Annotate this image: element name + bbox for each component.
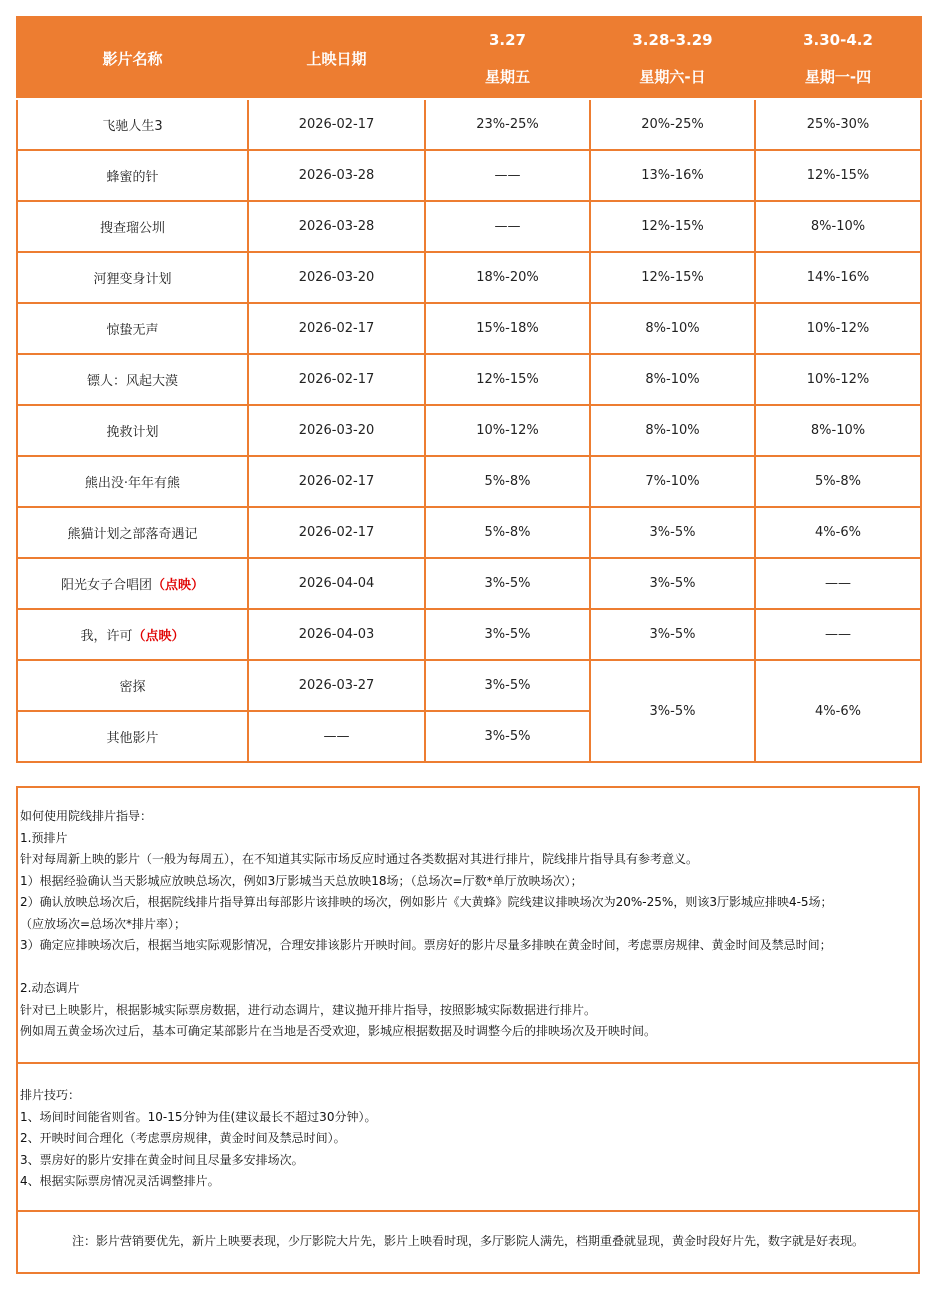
release-date: 2026-03-28 [248, 150, 425, 201]
guide-line [18, 957, 918, 979]
preview-tag: （点映） [152, 578, 205, 593]
tips-title: 排片技巧： [20, 1088, 81, 1102]
film-name: 我，许可 [80, 629, 133, 644]
rate-col1: 3%-5% [425, 660, 590, 711]
rate-col2-merged: 3%-5% [590, 660, 755, 762]
rate-col1: 23%-25% [425, 99, 590, 150]
rate-col2: 20%-25% [590, 99, 755, 150]
rate-col2: 3%-5% [590, 507, 755, 558]
rate-col2: 13%-16% [590, 150, 755, 201]
header-col1-day: 星期五 [484, 67, 530, 86]
footnote-text: 注：影片营销要优先，新片上映要表现，少厅影院大片先，影片上映看时现，多厅影院人满先，档期重叠就显现，黄金时段好片先，数字就是好表现。 [71, 1234, 864, 1249]
guide-line: 3）确定应排映场次后，根据当地实际观影情况，合理安排该影片开映时间。票房好的影片尽量多排映在黄金时间，考虑票房规律、黄金时间及禁忌时间； [20, 938, 832, 952]
rate-col1: 5%-8% [425, 507, 590, 558]
rate-col2: 8%-10% [590, 303, 755, 354]
release-date: 2026-02-17 [248, 507, 425, 558]
header-col2-date: 3.28-3.29 [632, 30, 713, 49]
table-row [17, 660, 921, 711]
rate-col1: 12%-15% [425, 354, 590, 405]
film-name: 密探 [17, 660, 248, 711]
release-date: 2026-03-28 [248, 201, 425, 252]
film-name: 搜查瑠公圳 [17, 201, 248, 252]
tips-line: 2、开映时间合理化（考虑票房规律，黄金时间及禁忌时间）。 [20, 1131, 346, 1145]
film-name: 熊猫计划之部落奇遇记 [17, 507, 248, 558]
tips-line: 4、根据实际票房情况灵活调整排片。 [20, 1174, 220, 1188]
rate-col3: 14%-16% [755, 252, 921, 303]
header-col3 [755, 17, 921, 99]
rate-col2: 8%-10% [590, 405, 755, 456]
rate-col3: —— [755, 609, 921, 660]
guide-line: 2.动态调片 [20, 981, 80, 995]
release-date: 2026-02-17 [248, 303, 425, 354]
rate-col2: 12%-15% [590, 201, 755, 252]
release-date: 2026-04-03 [248, 609, 425, 660]
rate-col3: 25%-30% [755, 99, 921, 150]
preview-tag: （点映） [132, 629, 185, 644]
release-date: —— [248, 711, 425, 762]
header-col2-day: 星期六-日 [639, 67, 706, 86]
header-col1-date: 3.27 [488, 30, 526, 49]
header-col3-day: 星期一-四 [804, 67, 872, 86]
rate-col1: 5%-8% [425, 456, 590, 507]
guide-line: 1）根据经验确认当天影城应放映总场次，例如3厅影城当天总放映18场；（总场次=厅数*单厅放映场次）； [20, 873, 583, 888]
release-date: 2026-02-17 [248, 354, 425, 405]
table-row [17, 150, 921, 201]
rate-col2: 3%-5% [590, 609, 755, 660]
film-name: 惊蛰无声 [17, 303, 248, 354]
rate-col2: 7%-10% [590, 456, 755, 507]
table-row [17, 252, 921, 303]
film-name: 河狸变身计划 [17, 252, 248, 303]
release-date: 2026-04-04 [248, 558, 425, 609]
header-col1 [425, 17, 590, 99]
rate-col3: 8%-10% [755, 201, 921, 252]
rate-col3: —— [755, 558, 921, 609]
film-name: 镖人：风起大漠 [17, 354, 248, 405]
film-name: 阳光女子合唱团 [60, 578, 152, 593]
table-row [17, 558, 921, 609]
guide-line: 1.预排片 [20, 830, 68, 845]
header-col3-date: 3.30-4.2 [803, 30, 873, 49]
release-date: 2026-02-17 [248, 456, 425, 507]
rate-col3: 12%-15% [755, 150, 921, 201]
table-row [17, 507, 921, 558]
rate-col3: 8%-10% [755, 405, 921, 456]
guide-title: 如何使用院线排片指导： [20, 809, 153, 823]
rate-col3: 4%-6% [755, 507, 921, 558]
guide-line: 针对已上映影片，根据影城实际票房数据，进行动态调片，建议抛开排片指导，按照影城实际数据进行排片。 [20, 1002, 597, 1017]
rate-col1: 10%-12% [425, 405, 590, 456]
table-row [17, 201, 921, 252]
rate-col3: 5%-8% [755, 456, 921, 507]
rate-col2: 3%-5% [590, 558, 755, 609]
film-name: 其他影片 [17, 711, 248, 762]
rate-col1: 3%-5% [425, 558, 590, 609]
rate-col3: 10%-12% [755, 303, 921, 354]
table-row [17, 405, 921, 456]
film-name: 熊出没·年年有熊 [17, 456, 248, 507]
footnote-box [16, 1210, 920, 1274]
film-name: 蜂蜜的针 [17, 150, 248, 201]
rate-col1: 3%-5% [425, 711, 590, 762]
guide-line: 针对每周新上映的影片（一般为每周五），在不知道其实际市场反应时通过各类数据对其进行排片，院线排片指导具有参考意义。 [20, 852, 699, 866]
tips-line: 1、场间时间能省则省。10-15分钟为佳(建议最长不超过30分钟）。 [20, 1109, 377, 1124]
header-film: 影片名称 [17, 17, 248, 99]
guide-line: 2）确认放映总场次后，根据院线排片指导算出每部影片该排映的场次，例如影片《大黄蜂》院线建议排映场次为20%-25%，则该3厅影城应排映4-5场； [20, 895, 833, 909]
rate-col1: 18%-20% [425, 252, 590, 303]
film-name-cell [17, 558, 248, 609]
header-col2 [590, 17, 755, 99]
usage-guide [16, 786, 920, 1064]
table-row [17, 303, 921, 354]
rate-col1: —— [425, 201, 590, 252]
film-name: 飞驰人生3 [17, 99, 248, 150]
rate-col2: 12%-15% [590, 252, 755, 303]
rate-col1: —— [425, 150, 590, 201]
table-row [17, 99, 921, 150]
guide-line: 例如周五黄金场次过后，基本可确定某部影片在当地是否受欢迎，影城应根据数据及时调整今后的排映场次及开映时间。 [20, 1024, 657, 1038]
guide-line: （应放场次=总场次*排片率）； [20, 916, 187, 931]
release-date: 2026-03-20 [248, 252, 425, 303]
scheduling-tips [16, 1062, 920, 1212]
film-name: 挽救计划 [17, 405, 248, 456]
table-header-row [17, 17, 921, 99]
table-row [17, 609, 921, 660]
rate-col1: 15%-18% [425, 303, 590, 354]
release-date: 2026-03-20 [248, 405, 425, 456]
header-release: 上映日期 [248, 17, 425, 99]
film-name-cell [17, 609, 248, 660]
release-date: 2026-02-17 [248, 99, 425, 150]
table-row [17, 456, 921, 507]
schedule-table [16, 16, 922, 763]
rate-col1: 3%-5% [425, 609, 590, 660]
rate-col2: 8%-10% [590, 354, 755, 405]
rate-col3: 10%-12% [755, 354, 921, 405]
table-row [17, 354, 921, 405]
release-date: 2026-03-27 [248, 660, 425, 711]
rate-col3-merged: 4%-6% [755, 660, 921, 762]
tips-line: 3、票房好的影片安排在黄金时间且尽量多安排场次。 [20, 1152, 304, 1167]
